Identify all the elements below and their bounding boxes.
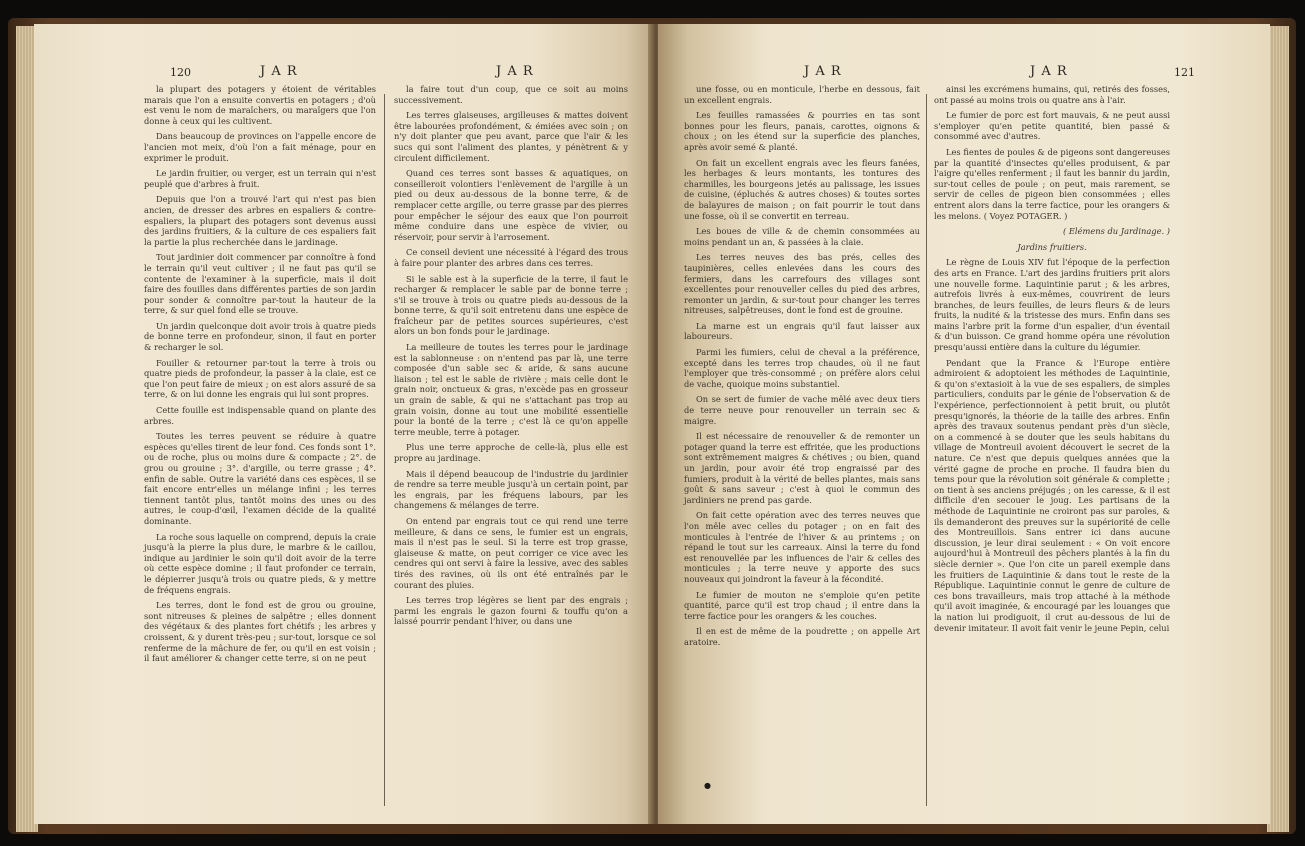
paragraph: une fosse, ou en monticule, l'herbe en dessous, fait un excellent engrais. xyxy=(684,84,920,105)
paragraph: Jardins fruitiers. xyxy=(1017,241,1087,252)
paragraph: Les terres trop légères se lient par des engrais ; parmi les engrais le gazon fourni & touffu qu'on a laissé pourrir pendant l'hiver, ou dans une xyxy=(394,595,628,627)
paragraph: Quand ces terres sont basses & aquatiques, on conseilleroit volontiers l'enlèvement de l'argille à un pied ou deux au-dessous de la bonne terre, & de remplacer cette argille, ou terre grasse par des pierres pour empêcher le séjour des eaux que l'on pourroit même conduire dans une espèce de vivier, ou réservoir, pour servir à l'arrosement. xyxy=(394,168,628,242)
paragraph: Plus une terre approche de celle-là, plus elle est propre au jardinage. xyxy=(394,442,628,463)
paragraph: La meilleure de toutes les terres pour le jardinage est la sablonneuse : on n'entend pas par là, une terre composée d'un sable sec & aride, & sans aucune liaison ; tel est le sable de rivière ; mais celle dont le grain noir, onctueux & gras, n'excède pas en grosseur un grain de sable, & qui ne s'attachant pas trop au grain voisin, donne au tout une mobilité essentielle pour la bonté de la terre ; c'est là ce qu'on appelle terre meuble, terre à potager. xyxy=(394,342,628,437)
paragraph: On entend par engrais tout ce qui rend une terre meilleure, & dans ce sens, le fumier est un engrais, mais il n'est pas le seul. Si la terre est trop grasse, glaiseuse & matte, on peut corriger ce vice avec les cendres qui ont servi à faire la lessive, avec des sables tirés des ravines, où ils ont été entraînés par le courant des pluies. xyxy=(394,515,628,590)
text-column-right-a xyxy=(684,84,920,653)
paragraph: la plupart des potagers y étoient de véritables marais que l'on a ensuite convertis en potagers ; d'où est venu le nom de maraîchers, ou maraîgers que l'on donne à ceux qui les cultivent. xyxy=(144,84,376,126)
paragraph: Le fumier de mouton ne s'emploie qu'en petite quantité, parce qu'il est trop chaud ; il entre dans la terre factice pour les orangers & les couches. xyxy=(684,589,920,621)
column-rule xyxy=(926,94,927,806)
text-column-left-b xyxy=(394,84,628,632)
paragraph: Les terres glaiseuses, argilleuses & mattes doivent être labourées profondément, & émiées avec soin ; on n'y doit planter que peu avant, parce que l'air & les sucs qui sont l'aliment des plantes, y pénètrent & y circulent difficilement. xyxy=(394,110,628,163)
page-number: 121 xyxy=(1174,66,1195,79)
right-page xyxy=(658,24,1270,824)
text-column-left-a xyxy=(144,84,376,669)
paragraph: Les terres neuves des bas prés, celles des taupinières, celles enlevées dans les cours des fermiers, dans les carrefours des villages sont excellentes pour renouveller celles du pied des arbres, remonter un jardin, & sur-tout pour changer les terres nitreuses, salpêtreuses, dont le fond est de grouine. xyxy=(684,252,920,316)
paragraph: La roche sous laquelle on comprend, depuis la craie jusqu'à la pierre la plus dure, le marbre & le caillou, indique au jardinier le soin qu'il doit avoir de la terre où cette espèce domine ; il faut profonder ce terrain, le dépierrer jusqu'à trois ou quatre pieds, & y mettre de fréquens engrais. xyxy=(144,531,376,595)
paragraph: Les fientes de poules & de pigeons sont dangereuses par la quantité d'insectes qu'elles produisent, & par l'aigre qu'elles renferment ; il faut les bannir du jardin, sur-tout celles de poule ; on peut, mais rarement, se servir de celles de pigeon bien consommées ; elles entrent alors dans la terre factice, pour les orangers & les melons. ( Voyez POTAGER. ) xyxy=(934,146,1170,221)
left-page xyxy=(34,24,656,824)
running-header-right: J A R xyxy=(1030,64,1068,79)
paragraph: Tout jardinier doit commencer par connoître à fond le terrain qu'il veut cultiver ; il ne faut pas qu'il se contente de l'examiner à la superficie, mais il doit faire des fouilles dans différentes parties de son jardin pour sonder & connoître par-tout la hauteur de la terre, & sur quel fond elle se trouve. xyxy=(144,252,376,316)
paragraph: Toutes les terres peuvent se réduire à quatre espèces qu'elles tirent de leur fond. Ces fonds sont 1°. ou de roche, plus ou moins dure & compacte ; 2°. de grou ou grouine ; 3°. d'argille, ou terre grasse ; 4°. enfin de sable. Outre la variété dans ces espèces, il se fait encore entr'elles un mélange infini ; les terres tiennent tantôt plus, tantôt moins des unes ou des autres, le coup-d'œil, l'examen décide de la qualité dominante. xyxy=(144,431,376,526)
paragraph: ( Elémens du Jardinage. ) xyxy=(1062,226,1170,237)
paragraph: On fait cette opération avec des terres neuves que l'on mêle avec celles du potager ; on en fait des monticules à l'entrée de l'hiver & au printems ; on répand le tout sur les carreaux. Ainsi la terre du fond est renouvellée par les influences de l'air & celles des monticules ; la terre neuve y apporte des sucs nouveaux qui joindront la faveur à la fécondité. xyxy=(684,510,920,584)
paragraph: Ce conseil devient une nécessité à l'égard des trous à faire pour planter des arbres dans ces terres. xyxy=(394,247,628,268)
paragraph: Il est nécessaire de renouveller & de remonter un potager quand la terre est effritée, que les productions sont extrêmement maigres & chétives ; ou bien, quand un jardin, pour avoir été trop engraissé par des fumiers, produit à la vérité de belles plantes, mais sans goût & sans saveur ; c'est à quoi le commun des jardiniers ne prend pas garde. xyxy=(684,431,920,505)
column-rule xyxy=(384,94,385,806)
paragraph: Fouiller & retourner par-tout la terre à trois ou quatre pieds de profondeur, la passer à la claie, est ce que l'on peut faire de mieux ; on est alors assuré de sa terre, & on lui donne les engrais qui lui sont propres. xyxy=(144,357,376,400)
paragraph: Le jardin fruitier, ou verger, est un terrain qui n'est peuplé que d'arbres à fruit. xyxy=(144,168,376,189)
paragraph: la faire tout d'un coup, que ce soit au moins successivement. xyxy=(394,84,628,105)
page-number: 120 xyxy=(170,66,191,79)
paragraph: Si le sable est à la superficie de la terre, il faut le recharger & remplacer le sable par de bonne terre ; s'il se trouve à trois ou quatre pieds au-dessous de la bonne terre, & qu'il soit entretenu dans une espèce de fraîcheur par de petites sources supérieures, c'est alors un bon fonds pour le jardinage. xyxy=(394,273,628,337)
paragraph: Depuis que l'on a trouvé l'art qui n'est pas bien ancien, de dresser des arbres en espaliers & contre-espaliers, la plupart des potagers sont devenus aussi des jardins fruitiers, & la culture de ces espaliers fait la partie la plus recherchée dans le jardinage. xyxy=(144,194,376,247)
paragraph: Dans beaucoup de provinces on l'appelle encore de l'ancien mot meix, d'où l'on a fait ménage, pour en exprimer le produit. xyxy=(144,131,376,163)
running-header-left: J A R xyxy=(260,64,298,79)
paragraph: Il en est de même de la poudrette ; on appelle Art aratoire. xyxy=(684,626,920,647)
paragraph: Parmi les fumiers, celui de cheval a la préférence, excepté dans les terres trop chaudes, où il ne faut l'employer que très-consommé ; on préfère alors celui de vache, quoique moins substantiel. xyxy=(684,347,920,389)
ink-spot: ● xyxy=(704,781,711,790)
running-header-left: J A R xyxy=(804,64,842,79)
page-edges-right xyxy=(1267,26,1289,832)
paragraph: Mais il dépend beaucoup de l'industrie du jardinier de rendre sa terre meuble jusqu'à un certain point, par les engrais, par les fréquens labours, par les changemens & mélanges de terre. xyxy=(394,468,628,511)
paragraph: Les terres, dont le fond est de grou ou grouine, sont nitreuses & pleines de salpêtre ; elles donnent des végétaux & des plantes fort chétifs ; les arbres y croissent, & y durent très-peu ; sur-tout, lorsque ce sol renferme de la mâchure de fer, ou qu'il en est voisin ; il faut améliorer & changer cette terre, si on ne peut xyxy=(144,600,376,664)
paragraph: Le règne de Louis XIV fut l'époque de la perfection des arts en France. L'art des jardins fruitiers prit alors une nouvelle forme. Laquintinie parut ; & les arbres, autrefois livrés à eux-mêmes, couvrirent de leurs branches, de leurs feuilles, de leurs fleurs & de leurs fruits, la nudité & la tristesse des murs. Enfin dans ses mains l'arbre prit la forme d'un espalier, d'un éventail & d'un buisson. Ce grand homme opéra une révolution presqu'aussi entière dans la culture du légumier. xyxy=(934,257,1170,353)
running-header-right: J A R xyxy=(496,64,534,79)
paragraph: Les boues de ville & de chemin consommées au moins pendant un an, & passées à la claie. xyxy=(684,226,920,247)
paragraph: Le fumier de porc est fort mauvais, & ne peut aussi s'employer qu'en petite quantité, bien passé & consommé avec d'autres. xyxy=(934,110,1170,142)
paragraph: La marne est un engrais qu'il faut laisser aux laboureurs. xyxy=(684,320,920,342)
paragraph: Pendant que la France & l'Europe entière admiroient & adoptoient les méthodes de Laquintinie, & qu'on s'extasioit à la vue de ses espaliers, de simples particuliers, conduits par le génie de l'observation & de l'expérience, perfectionnoient à petit bruit, ou plutôt presqu'ignorés, la théorie de la taille des arbres. Enfin après des travaux soutenus pendant près d'un siècle, on a commencé à se douter que les seuls habitans du village de Montreuil avoient découvert le secret de la nature. Ce n'est que depuis quelques années que la vérité gagne de proche en proche. Il faudra bien du tems pour que la révolution soit générale & complette ; on tient à ses anciens préjugés ; on les caresse, & il est difficile d'en secouer le joug. Les partisans de la méthode de Laquintinie ne croiront pas sur paroles, & ils demanderont des preuves sur la supériorité de celle des Montreuillois. Sans entrer ici dans aucune discussion, je leur dirai seulement : « On voit encore aujourd'hui à Montreuil des pêchers plantés à la fin du siècle dernier ». Que l'on cite un pareil exemple dans les fruitiers de Laquintinie & dans tout le reste de la République. Laquintinie connut le genre de culture de ces bons travailleurs, mais trop attaché à la méthode qu'il avoit imaginée, & encouragé par les louanges que la nation lui prodiguoit, il crut au-dessous de lui de devenir imitateur. Il avoit fait venir le jeune Pepin, celui xyxy=(934,357,1170,633)
paragraph: On se sert de fumier de vache mêlé avec deux tiers de terre neuve pour renouveller un terrain sec & maigre. xyxy=(684,394,920,426)
paragraph: On fait un excellent engrais avec les fleurs fanées, les herbages & leurs montants, les tontures des charmilles, les bourgeons jetés au palissage, les issues de cuisine, (épluchés & autres choses) & toutes sortes de balayures de maison ; on fait pourrir le tout dans une fosse, où il se convertit en terreau. xyxy=(684,157,920,221)
paragraph: Un jardin quelconque doit avoir trois à quatre pieds de bonne terre en profondeur, sinon, il faut en porter & recharger le sol. xyxy=(144,320,376,353)
paragraph: ainsi les excrémens humains, qui, retirés des fosses, ont passé au moins trois ou quatre ans à l'air. xyxy=(934,84,1170,105)
text-column-right-b xyxy=(934,84,1170,638)
paragraph: Cette fouille est indispensable quand on plante des arbres. xyxy=(144,405,376,426)
paragraph: Les feuilles ramassées & pourries en tas sont bonnes pour les fleurs, panais, carottes, oignons & choux ; on les étend sur la superficie des planches, après avoir semé & planté. xyxy=(684,110,920,152)
